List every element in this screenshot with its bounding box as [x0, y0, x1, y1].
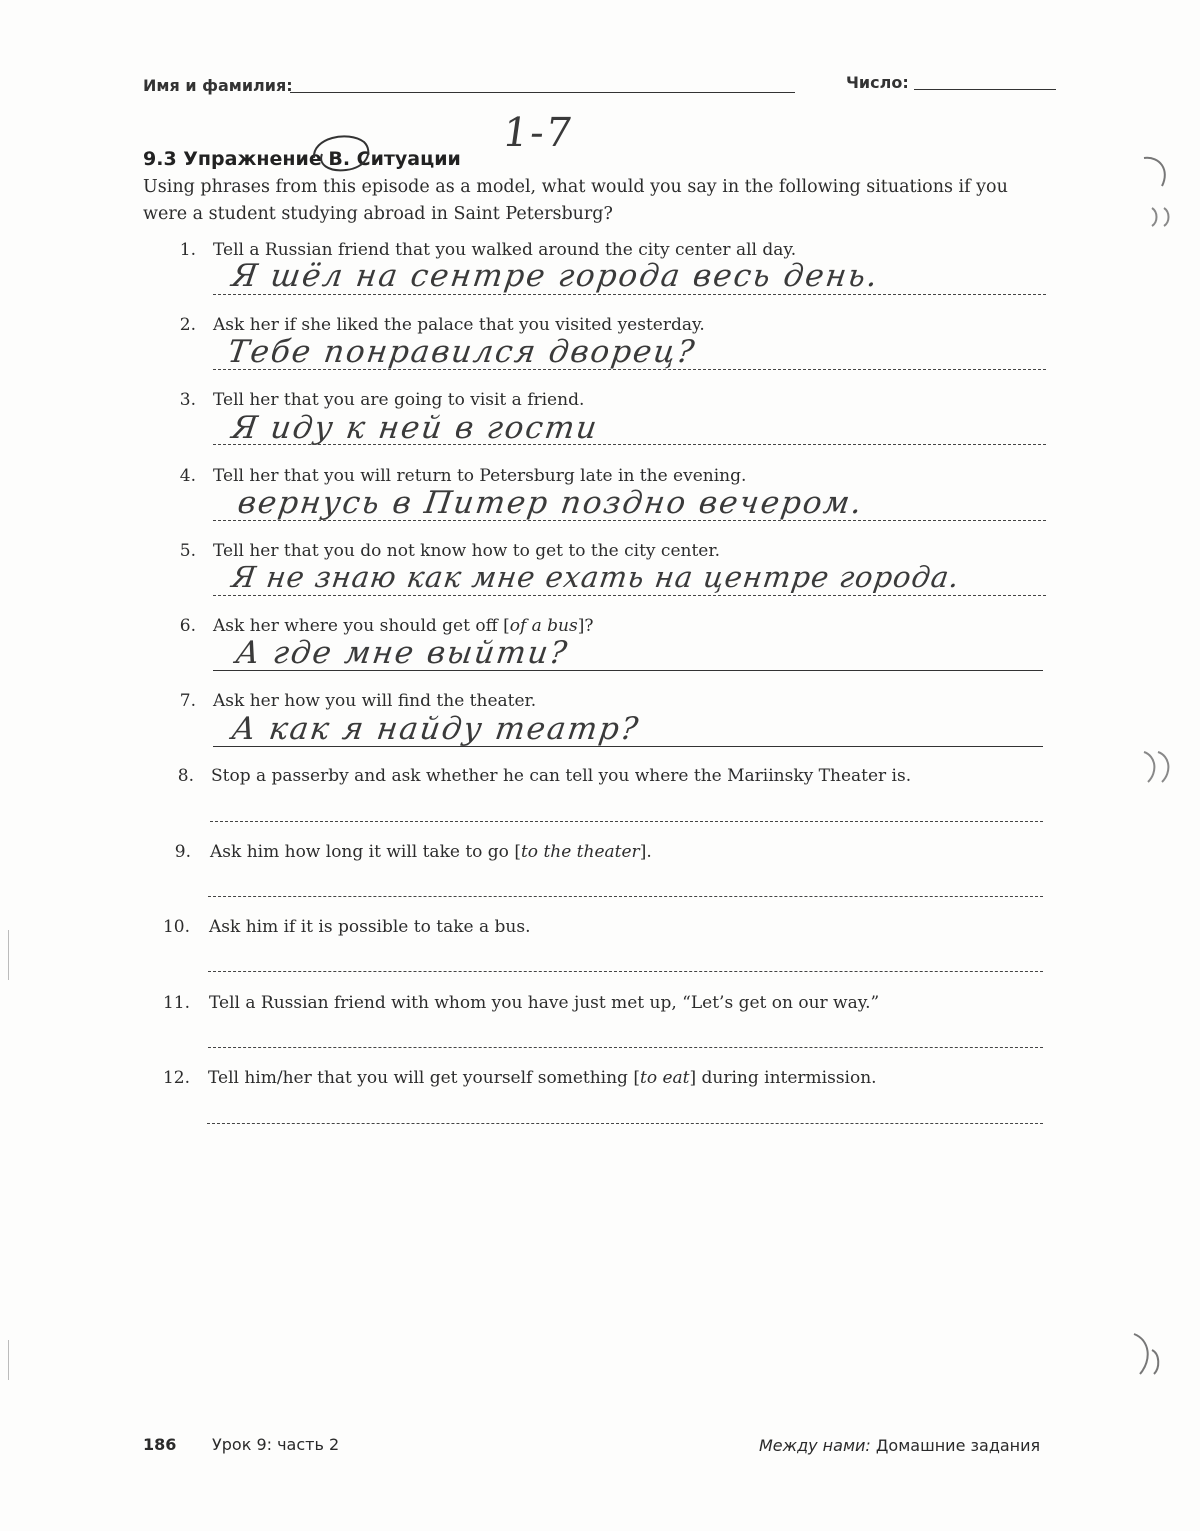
- item-prompt: Ask her if she liked the palace that you visited yesterday.: [213, 315, 705, 335]
- book-title-rest: Домашние задания: [875, 1436, 1041, 1455]
- book-title: [759, 1436, 1040, 1455]
- item-prompt-emphasis: to eat: [639, 1068, 690, 1088]
- item-answer: А как я найду театр?: [229, 711, 643, 747]
- handwritten-circle: [308, 128, 376, 176]
- answer-line[interactable]: [207, 1123, 1043, 1124]
- margin-mark-2: [1140, 748, 1180, 788]
- item-answer: Я не знаю как мне ехать на центре города.: [229, 560, 963, 594]
- answer-line[interactable]: [213, 595, 1046, 596]
- item-prompt: Tell her that you will return to Petersburg late in the evening.: [213, 466, 747, 486]
- margin-mark-3: [1130, 1330, 1170, 1380]
- item-prompt: [208, 1068, 877, 1088]
- item-prompt: Stop a passerby and ask whether he can tell you where the Mariinsky Theater is.: [211, 766, 912, 786]
- item-number: 1.: [179, 240, 196, 260]
- answer-line[interactable]: [208, 971, 1043, 972]
- answer-line[interactable]: [213, 294, 1046, 295]
- answer-line[interactable]: [213, 670, 1043, 671]
- item-prompt: [213, 616, 593, 636]
- item-number: 5.: [179, 541, 196, 561]
- item-prompt-text: Ask her where you should get off [: [213, 616, 510, 636]
- item-prompt: Tell her that you are going to visit a friend.: [213, 390, 585, 410]
- item-number: 6.: [179, 616, 196, 636]
- item-number: 10.: [162, 917, 190, 937]
- answer-line[interactable]: [213, 444, 1046, 445]
- exercise-title: 9.3 Упражнение В. Ситуации: [143, 148, 461, 170]
- answer-line[interactable]: [213, 369, 1046, 370]
- margin-mark-1: [1140, 150, 1180, 230]
- answer-line[interactable]: [213, 520, 1046, 521]
- item-number: 7.: [179, 691, 196, 711]
- name-line[interactable]: [290, 92, 795, 93]
- item-answer: Тебе понравился дворец?: [225, 334, 699, 370]
- item-answer: Я шёл на сентре города весь день.: [229, 258, 882, 294]
- answer-line[interactable]: [213, 746, 1043, 747]
- item-prompt-text: Tell him/her that you will get yourself something [: [208, 1068, 640, 1088]
- item-number: 9.: [174, 842, 191, 862]
- page-number: 186: [143, 1435, 177, 1454]
- item-prompt: Ask him if it is possible to take a bus.: [209, 917, 531, 937]
- item-number: 11.: [162, 993, 190, 1013]
- item-number: 12.: [162, 1068, 190, 1088]
- item-prompt: Tell a Russian friend with whom you have just met up, “Let’s get on our way.”: [209, 993, 880, 1013]
- item-prompt-text-end: ]?: [577, 616, 594, 636]
- answer-line[interactable]: [210, 821, 1043, 822]
- annotation-range: 1-7: [499, 110, 577, 156]
- item-prompt: [210, 842, 652, 862]
- instructions: Using phrases from this episode as a model, what would you say in the following situations if you were a student studying abroad in Saint Petersburg?: [143, 177, 1008, 224]
- item-number: 2.: [179, 315, 196, 335]
- item-prompt: Ask her how you will find the theater.: [213, 691, 537, 711]
- item-prompt-emphasis: to the theater: [520, 842, 640, 862]
- item-number: 8.: [177, 766, 194, 786]
- item-answer: А где мне выйти?: [233, 635, 571, 671]
- left-edge-mark-2: [8, 1340, 9, 1380]
- answer-line[interactable]: [208, 896, 1043, 897]
- item-answer: вернусь в Питер поздно вечером.: [235, 485, 866, 521]
- name-label: Имя и фамилия:: [143, 76, 293, 95]
- book-title-italic: Между нами:: [759, 1436, 871, 1455]
- item-number: 3.: [179, 390, 196, 410]
- item-prompt-text: Ask him how long it will take to go [: [210, 842, 521, 862]
- item-prompt-text-end: ] during intermission.: [689, 1068, 877, 1088]
- item-prompt: Tell a Russian friend that you walked around the city center all day.: [213, 240, 797, 260]
- item-prompt-emphasis: of a bus: [509, 616, 578, 636]
- item-answer: Я иду к ней в гости: [229, 410, 601, 446]
- item-number: 4.: [179, 466, 196, 486]
- date-label: Число:: [846, 73, 909, 92]
- left-edge-mark: [8, 930, 9, 980]
- date-line[interactable]: [914, 89, 1056, 90]
- lesson-label: Урок 9: часть 2: [212, 1435, 340, 1454]
- item-prompt-text-end: ].: [639, 842, 652, 862]
- answer-line[interactable]: [208, 1047, 1043, 1048]
- item-prompt: Tell her that you do not know how to get to the city center.: [213, 541, 721, 561]
